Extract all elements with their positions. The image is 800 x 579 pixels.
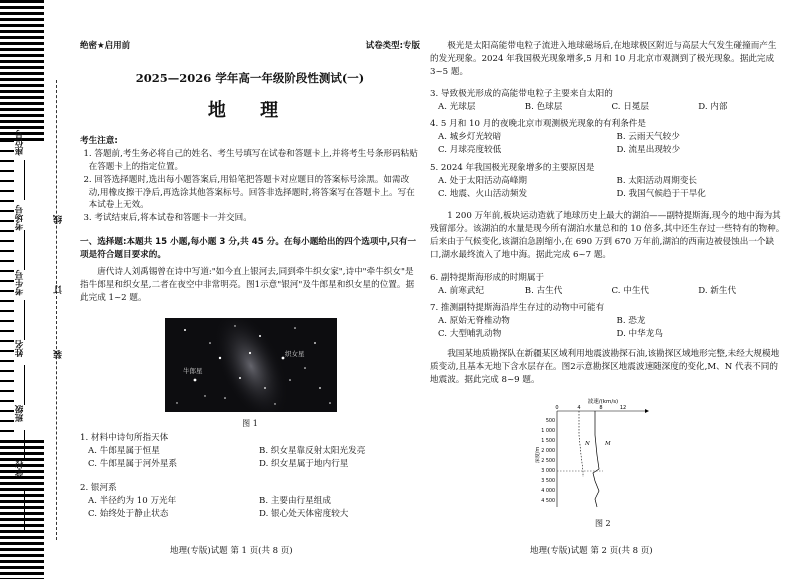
question-3 [430,88,785,114]
option-a: A. 牛郎星属于恒星 [88,445,160,456]
binding-stripe [0,24,44,27]
binding-char-bind: 装 [54,350,64,359]
option-d: D. 我国气候趋于干旱化 [616,188,706,199]
binding-stripe [0,54,44,57]
star-dot [274,403,275,404]
passage-8-9: 我国某地质勘探队在新疆某区域利用地震波勘探石油,该勘探区域地形完整,未经大规模地质变动,且基本无地下含水层存在。图2示意勘探区地震波速随深度的变化,M、N 代表不同的地震波。据此完成 8~9 题。 [430,349,780,385]
binding-stripe [0,370,14,372]
binding-write-line [24,430,25,460]
binding-stripe [0,506,44,509]
page-footer-left: 地理(专版)试题 第 1 页(共 8 页) [170,546,293,556]
option-c: C. 中生代 [611,285,650,296]
binding-stripe [0,566,44,569]
option-a: A. 处于太阳活动高峰期 [438,175,528,186]
star-dot [184,329,186,331]
binding-stripe [0,6,44,9]
fig1-label-zhinu: 织女星 [285,350,305,358]
binding-stripe [0,310,14,312]
star-dot [294,327,296,329]
fig2-label-n: N [585,441,590,447]
subject-title: 地 理 [207,100,293,121]
fig2-ytick: 500 [545,419,555,424]
question-stem: 2. 银河系 [80,483,117,493]
binding-stripe [0,120,44,123]
binding-write-line [24,160,25,200]
binding-stripe [0,240,14,242]
fig2-xtick: 0 [555,405,559,411]
section-heading: 一、选择题:本题共 15 小题,每小题 3 分,共 45 分。在每小题给出的四个选项中,只有一项是符合题目要求的。 [80,237,417,260]
option-c: C. 日冕层 [611,101,650,112]
paper-type-label: 试卷类型:专版 [365,41,420,51]
binding-stripe [0,60,44,63]
binding-stripe [0,90,44,93]
binding-stripe [0,200,14,202]
binding-write-line [24,300,25,340]
option-b: B. 主要由行星组成 [259,495,331,506]
question-4 [430,118,785,157]
binding-stripe [0,140,14,142]
binding-label-student-id: 考生号 [15,270,25,296]
fig2-ytick: 1 000 [541,429,555,434]
option-a: A. 前寒武纪 [438,285,485,296]
question-1 [80,432,420,471]
page-2 [430,0,785,579]
binding-stripe [0,320,14,322]
binding-label-seat: 座位号 [15,130,25,156]
binding-write-line [24,365,25,405]
exam-title: 2025—2026 学年高一年级阶段性测试(一) [135,71,365,85]
star-dot [259,335,261,337]
binding-stripe [0,290,14,292]
option-b: B. 织女星靠反射太阳光发亮 [259,445,366,456]
binding-stripe [0,500,44,503]
option-d: D. 新生代 [698,285,737,296]
fig2-ytick: 3 000 [541,469,555,474]
fig2-ytick: 1 500 [541,439,555,444]
binding-stripe [0,108,44,111]
star-dot [224,397,226,399]
notice-item: 2. 回答选择题时,选出每小题答案后,用铅笔把答题卡对应题目的答案标号涂黑。如需改动,用橡皮擦干净后,再选涂其他答案标号。回答非选择题时,将答案写在答题卡上。写在本试卷上无效。 [83,174,415,211]
binding-stripe [0,12,44,15]
binding-stripe [0,42,44,45]
binding-stripe [0,180,14,182]
binding-stripe [0,84,44,87]
binding-cut-line [56,80,57,540]
star-dot [209,342,211,344]
star-dot [204,395,205,396]
question-stem: 4. 5 月和 10 月的夜晚北京市观测极光现象的有利条件是 [430,119,646,129]
binding-char-line: 线 [54,215,64,224]
binding-stripe [0,210,14,212]
star-dot [194,379,197,382]
binding-stripe [0,410,14,412]
fig2-x-arrow [645,409,649,413]
option-b: B. 色球层 [524,101,563,112]
question-stem: 6. 副特提斯海形成的时期属于 [430,273,545,283]
star-dot [249,352,251,354]
binding-stripe [0,560,44,563]
binding-stripe [0,250,14,252]
binding-label-name: 姓名 [15,340,25,357]
binding-stripe [0,230,14,232]
fig2-ytick: 4 000 [541,489,555,494]
binding-label-room: 考场号 [15,205,25,231]
notice-item: 3. 考试结束后,将本试卷和答题卡一并交回。 [83,213,252,224]
binding-stripe [0,170,14,172]
question-7 [430,302,785,341]
passage-6-7: 1 200 万年前,板块运动造就了地球历史上最大的湖泊——副特提斯海,现今的地中海为其残留部分。该湖泊的水量是现今所有湖泊水量总和的 10 倍多,其中还生存过一些特有的物种。后来由于气候变化,该湖泊急剧缩小,在 690 万到 670 万年前,湖泊的西南边被侵蚀出一个缺口,湖水最终流入了地中海。据此完成 6~7 题。 [430,211,785,260]
fig2-series-n [579,411,583,477]
binding-stripe [0,494,44,497]
secret-label: 绝密★启用前 [80,41,131,51]
binding-write-line [24,230,25,270]
binding-write-line [24,490,25,530]
question-stem: 7. 推测副特提斯海沿岸生存过的动物中可能有 [430,303,605,313]
fig2-ytick: 2 500 [541,459,555,464]
option-d: D. 内部 [698,101,728,112]
binding-stripe [0,548,44,551]
binding-label-class: 班级 [15,405,25,422]
question-stem: 1. 材料中诗句所指天体 [80,433,169,443]
binding-stripe [0,36,44,39]
binding-stripe [0,280,14,282]
binding-stripe [0,420,14,422]
question-stem: 3. 导致极光形成的高能带电粒子主要来自太阳的 [430,89,613,99]
binding-stripe [0,30,44,33]
milky-way-image [165,318,337,412]
binding-stripe [0,150,14,152]
fig2-xtick: 12 [619,405,627,411]
star-dot [239,377,241,379]
binding-stripe [0,430,14,432]
question-6 [430,272,785,298]
binding-stripe [0,350,14,352]
notice-heading: 考生注意: [80,136,118,146]
passage-1-2: 唐代诗人刘禹锡曾在诗中写道:"如今直上银河去,同到牵牛织女家",诗中"牵牛织女"是指牛郎星和织女星,二者在夜空中非常明亮。图1示意"银河"及牛郎星和织女星的位置。据此完成 1~2 题。 [80,267,415,303]
star-dot [264,387,266,389]
binding-char-order: 订 [54,285,64,294]
binding-stripe [0,160,14,162]
binding-stripe [0,66,44,69]
binding-stripe [0,78,44,81]
binding-stripe [0,536,44,539]
figure-1-milky-way [165,318,337,412]
fig2-ytick: 3 500 [541,479,555,484]
star-dot [289,379,291,381]
passage-3-5: 极光是太阳高能带电粒子流进入地球磁场后,在地球极区附近与高层大气发生碰撞而产生的发光现象。2024 年我国极光现象增多,5 月和 10 月北京市观测到了极光现象。据此完成 3~5 题。 [430,41,777,77]
page-footer-right: 地理(专版)试题 第 2 页(共 8 页) [530,546,653,556]
binding-stripe [0,220,14,222]
fig2-xtick: 8 [599,405,603,411]
star-dot [304,367,306,369]
option-d: D. 银心处天体密度较大 [259,508,349,519]
binding-stripe [0,542,44,545]
binding-stripe [0,530,44,533]
star-dot [219,357,221,359]
fig2-label-m: M [605,441,611,447]
option-b: B. 恐龙 [616,315,646,326]
binding-stripe [0,114,44,117]
option-b: B. 云雨天气较少 [616,131,680,142]
binding-stripe [0,0,44,3]
fig2-series-m [593,411,599,507]
star-dot [282,357,285,360]
binding-stripe [0,488,44,491]
option-a: A. 原始无脊椎动物 [438,315,510,326]
binding-stripe [0,48,44,51]
binding-stripe [0,572,44,575]
binding-stripe [0,72,44,75]
binding-stripe [0,390,14,392]
binding-stripe [0,554,44,557]
star-dot [314,342,316,344]
question-stem: 5. 2024 年我国极光现象增多的主要原因是 [430,163,595,173]
star-dot [234,325,235,326]
binding-stripe [0,446,44,449]
binding-stripe [0,102,44,105]
binding-stripe [0,300,14,302]
question-2 [80,482,420,521]
option-d: D. 流星出现较少 [616,144,681,155]
binding-stripe [0,190,14,192]
page-1 [80,0,420,579]
fig2-xtick: 4 [577,405,581,411]
notice-block [80,135,420,225]
star-dot [319,387,321,389]
binding-stripe [0,270,14,272]
binding-stripe [0,360,14,362]
option-c: C. 地震、火山活动频发 [438,188,528,199]
binding-stripe [0,482,44,485]
fig2-ytick: 4 500 [541,499,555,504]
option-d: D. 织女星属于地内行星 [259,458,349,469]
option-c: C. 月球亮度较低 [438,144,502,155]
binding-stripe [0,452,44,455]
figure-2-caption: 图 2 [595,519,611,528]
option-a: A. 半径约为 10 万光年 [88,495,177,506]
option-c: C. 大型哺乳动物 [438,328,502,339]
figure-1-caption: 图 1 [242,419,258,428]
binding-stripe [0,380,14,382]
binding-stripe [0,96,44,99]
fig2-ylabel: 深度/m [535,446,541,464]
option-c: C. 牛郎星属于河外星系 [88,458,178,469]
option-c: C. 始终处于静止状态 [88,508,169,519]
fig2-ytick: 2 000 [541,449,555,454]
binding-stripe [0,18,44,21]
binding-stripe [0,340,14,342]
fig2-xlabel: 波速/(km/s) [587,399,619,405]
figure-2-wave-chart [535,395,665,513]
binding-stripe [0,524,44,527]
option-d: D. 中华龙鸟 [616,328,663,339]
option-b: B. 古生代 [524,285,563,296]
binding-stripe [0,400,14,402]
binding-stripe [0,518,44,521]
binding-stripe [0,260,14,262]
binding-label-school: 学校 [15,460,25,477]
star-dot [329,402,331,404]
binding-stripe [0,512,44,515]
fig1-label-niulang: 牛郎星 [183,367,203,375]
binding-stripe [0,330,14,332]
option-b: B. 太阳活动周期变长 [616,175,698,186]
binding-strip [0,0,80,579]
option-a: A. 城乡灯光较暗 [438,131,502,142]
question-5 [430,162,785,201]
option-a: A. 光球层 [438,101,476,112]
binding-stripe [0,440,44,443]
star-dot [176,402,177,403]
notice-item: 1. 答题前,考生务必将自己的姓名、考生号填写在试卷和答题卡上,并将考生号条形码粘贴在答题卡上的指定位置。 [83,148,418,172]
